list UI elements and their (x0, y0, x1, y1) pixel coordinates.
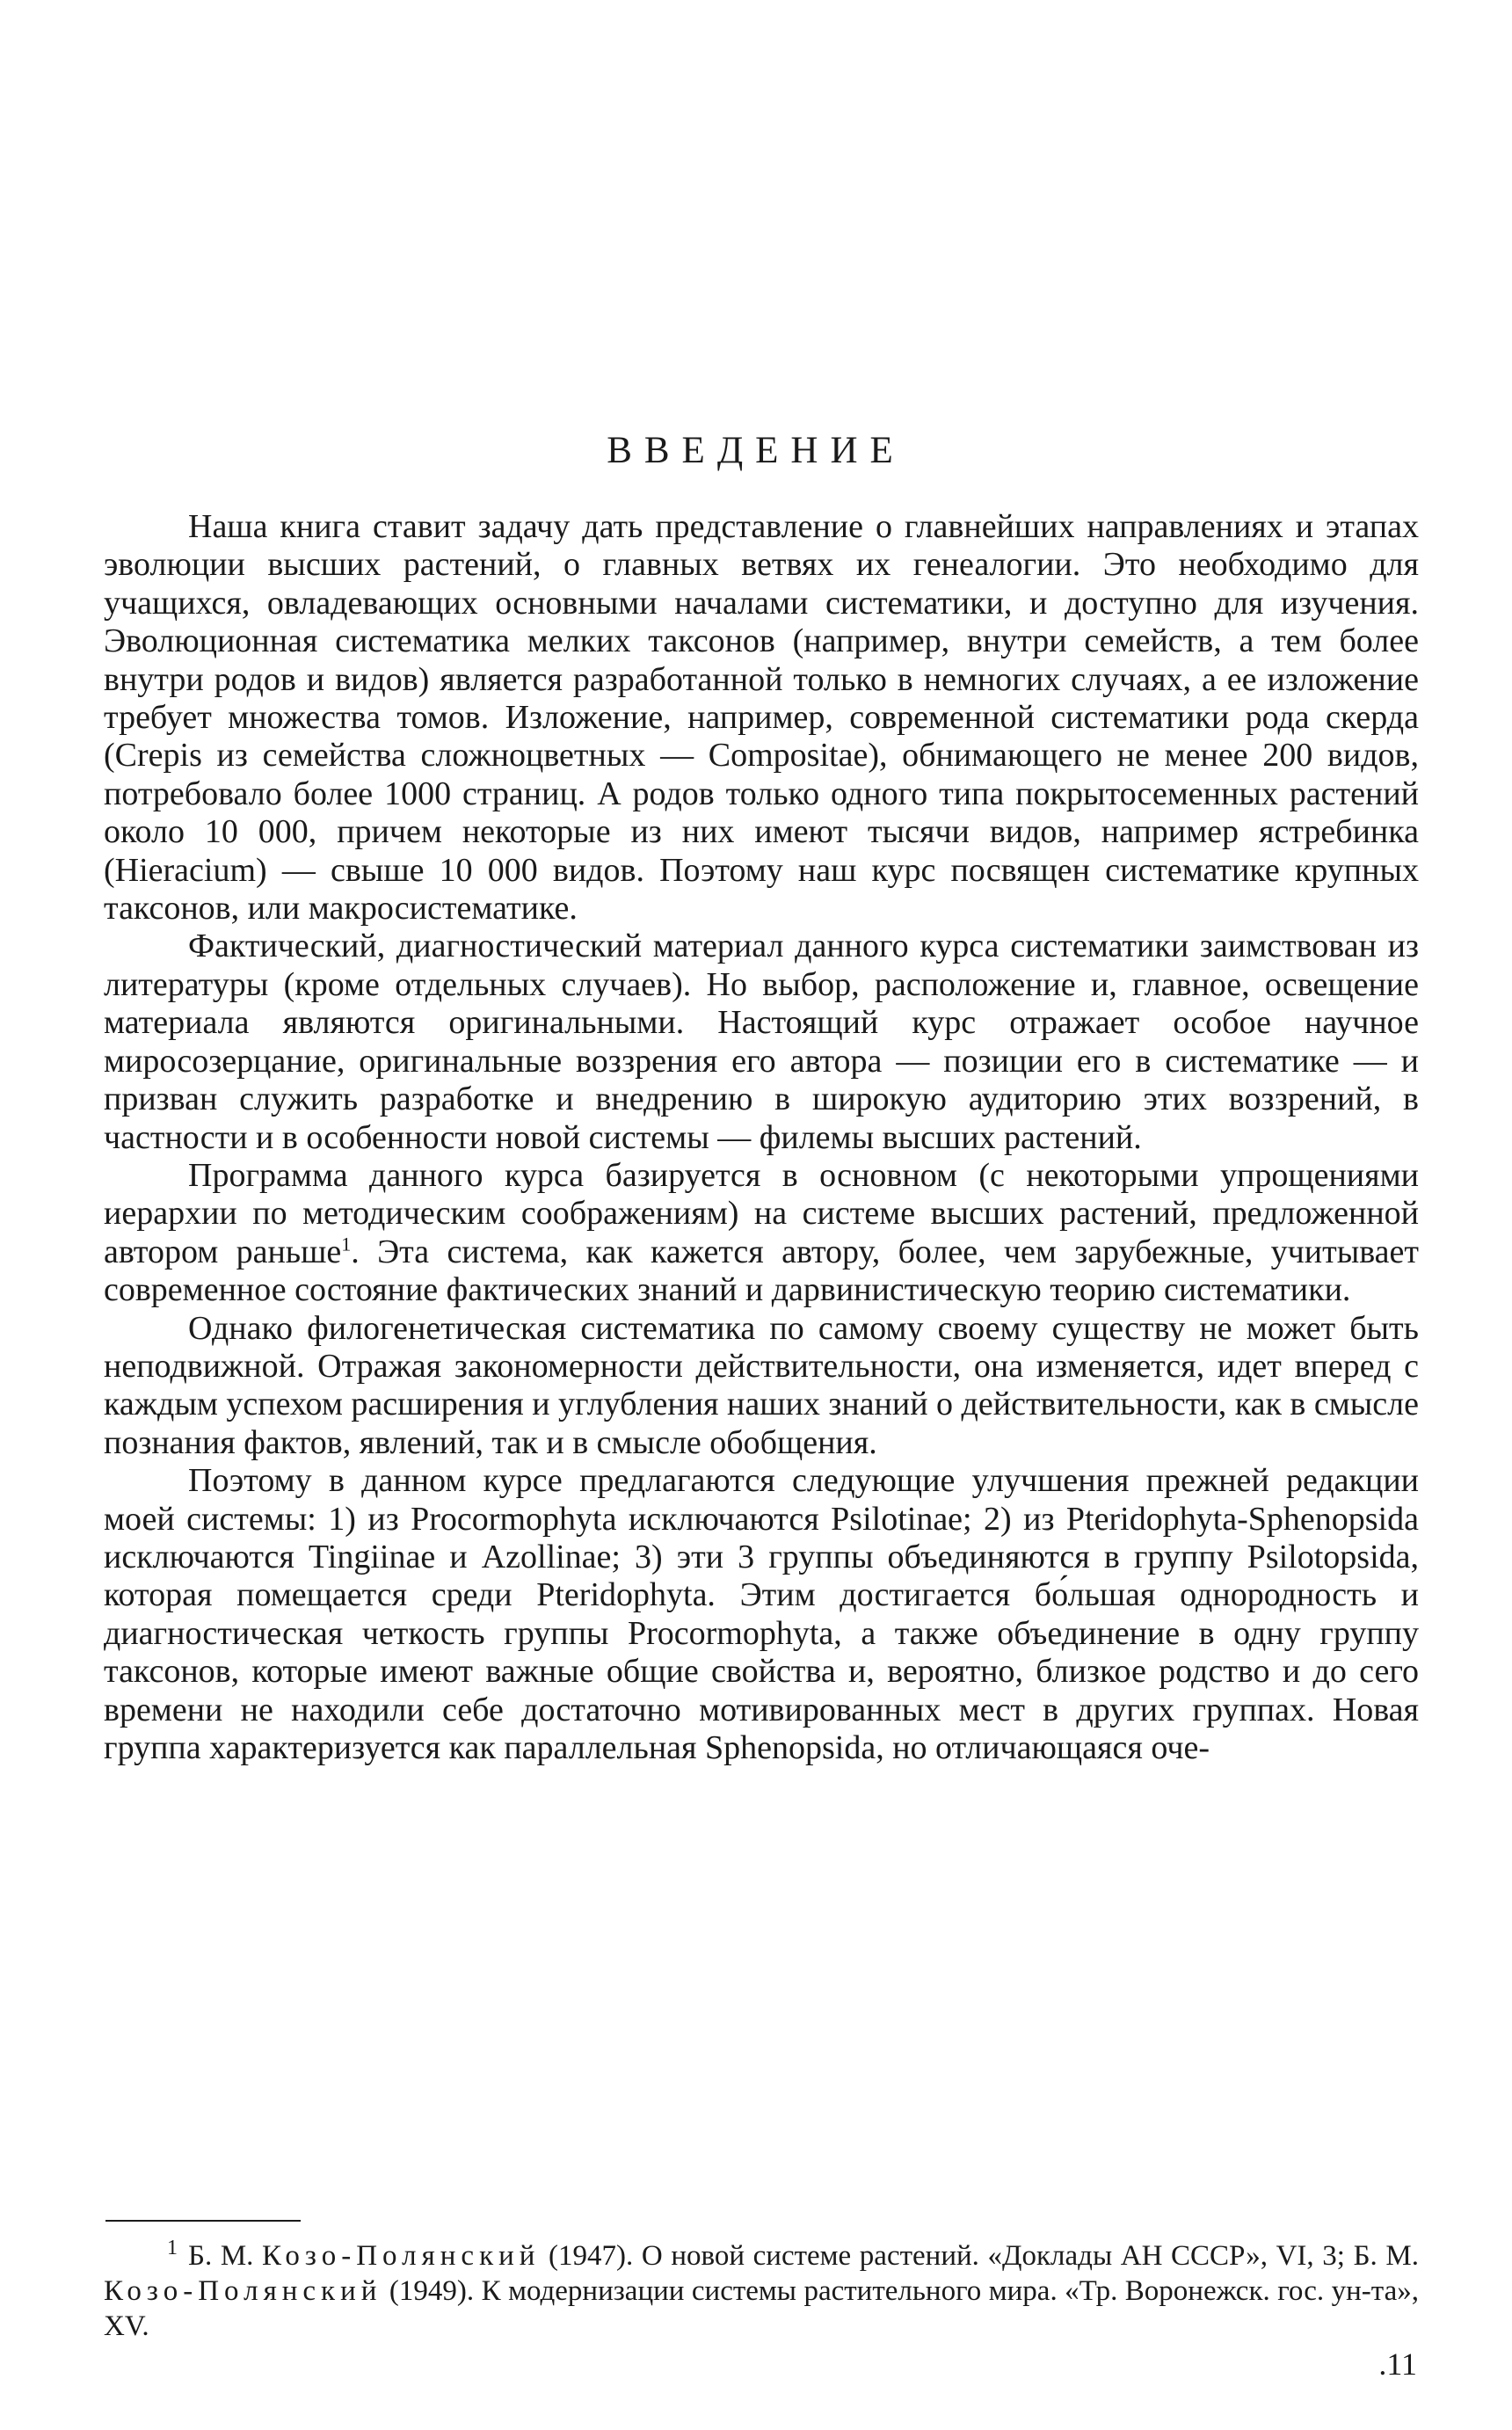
paragraph-3 (104, 1157, 1419, 1310)
paragraph-1: Наша книга ставит задачу дать представление о главнейших направлениях и этапах эволюции высших растений, о главных ветвях их генеалогии. Это необходимо для учащихся, овладевающих основными началами систематики, и доступно для изучения. Эволюционная систематика мелких таксонов (например, внутри семейств, а тем более внутри родов и видов) является разработанной только в немногих случаях, а ее изложение требует множества томов. Изложение, например, современной систематики рода скерда (Crepis из семейства сложноцветных — Compositae), обнимающего не менее 200 видов, потребовало более 1000 страниц. А родов только одного типа покрытосеменных растений около 10 000, причем некоторые из них имеют тысячи видов, например ястребинка (Hieracium) — свыше 10 000 видов. Поэтому наш курс посвящен систематике крупных таксонов, или макросистематике. (104, 508, 1419, 928)
footnote-reference: 1 (341, 1233, 352, 1255)
paragraph-3-text-after: . Эта система, как кажется автору, более, чем зарубежные, учитывает современное состояние фактических знаний и дарвинистическую теорию систематики. (104, 1233, 1419, 1309)
paragraph-3-text: Программа данного курса базируется в основном (с некоторыми упрощениями иерархии по методическим соображениям) на системе высших растений, предложенной автором раньше (104, 1156, 1419, 1270)
footnote-author-2-name: Козо-Полянский (104, 2275, 382, 2307)
footnote-reference-2: (1949). К модернизации системы растительного мира. «Тр. Воронежск. гос. ун-та», XV. (104, 2275, 1419, 2342)
footnote: 1 Б. М. Козо-Полянский (1947). О новой системе растений. «Доклады АН СССР», VI, 3; Б. М. Козо-Полянский (1949). К модернизации системы растительного мира. «Тр. Воронежск. гос. ун-та», XV. (104, 2237, 1419, 2342)
footnote-author-2-initials: Б. М. (1353, 2240, 1419, 2272)
paragraph-5: Поэтому в данном курсе предлагаются следующие улучшения прежней редакции моей системы: 1) из Procormophyta исключаются Psilotinae; 2) из Pteridophyta-Sphenopsida исключаются Tingiinae и Azollinae; 3) эти 3 группы объединяются в группу Psilotopsida, которая помещается среди Pteridophyta. Этим достигается бо́льшая однородность и диагностическая четкость группы Procormophyta, а также объединение в одну группу таксонов, которые имеют важные общие свойства и, вероятно, близкое родство и до сего времени не находили себе достаточно мотивированных мест в других группах. Новая группа характеризуется как параллельная Sphenopsida, но отличающаяся оче- (104, 1462, 1419, 1766)
footnote-author-1-name: Козо-Полянский (262, 2240, 541, 2272)
paragraph-4: Однако филогенетическая систематика по самому своему существу не может быть неподвижной. Отражая закономерности действительности, она изменяется, идет вперед с каждым успехом расширения и углубления наших знаний о действительности, как в смысле познания фактов, явлений, так и в смысле обобщения. (104, 1309, 1419, 1461)
footnote-author-1-initials: Б. М. (188, 2240, 263, 2272)
paragraph-2: Фактический, диагностический материал данного курса систематики заимствован из литературы (кроме отдельных случаев). Но выбор, расположение и, главное, освещение материала являются оригинальными. Настоящий курс отражает особое научное миросозерцание, оригинальные воззрения его автора — позиции его в систематике — и призван служить разработке и внедрению в широкую аудиторию этих воззрений, в частности и в особенности новой системы — филемы высших растений. (104, 928, 1419, 1156)
chapter-heading: ВВЕДЕНИЕ (607, 430, 905, 471)
page-number: .11 (1378, 2346, 1417, 2382)
body-text (104, 508, 1419, 1767)
footnote-divider (105, 2220, 301, 2222)
footnote-reference-1: (1947). О новой системе растений. «Доклады АН СССР», VI, 3; (540, 2240, 1354, 2272)
